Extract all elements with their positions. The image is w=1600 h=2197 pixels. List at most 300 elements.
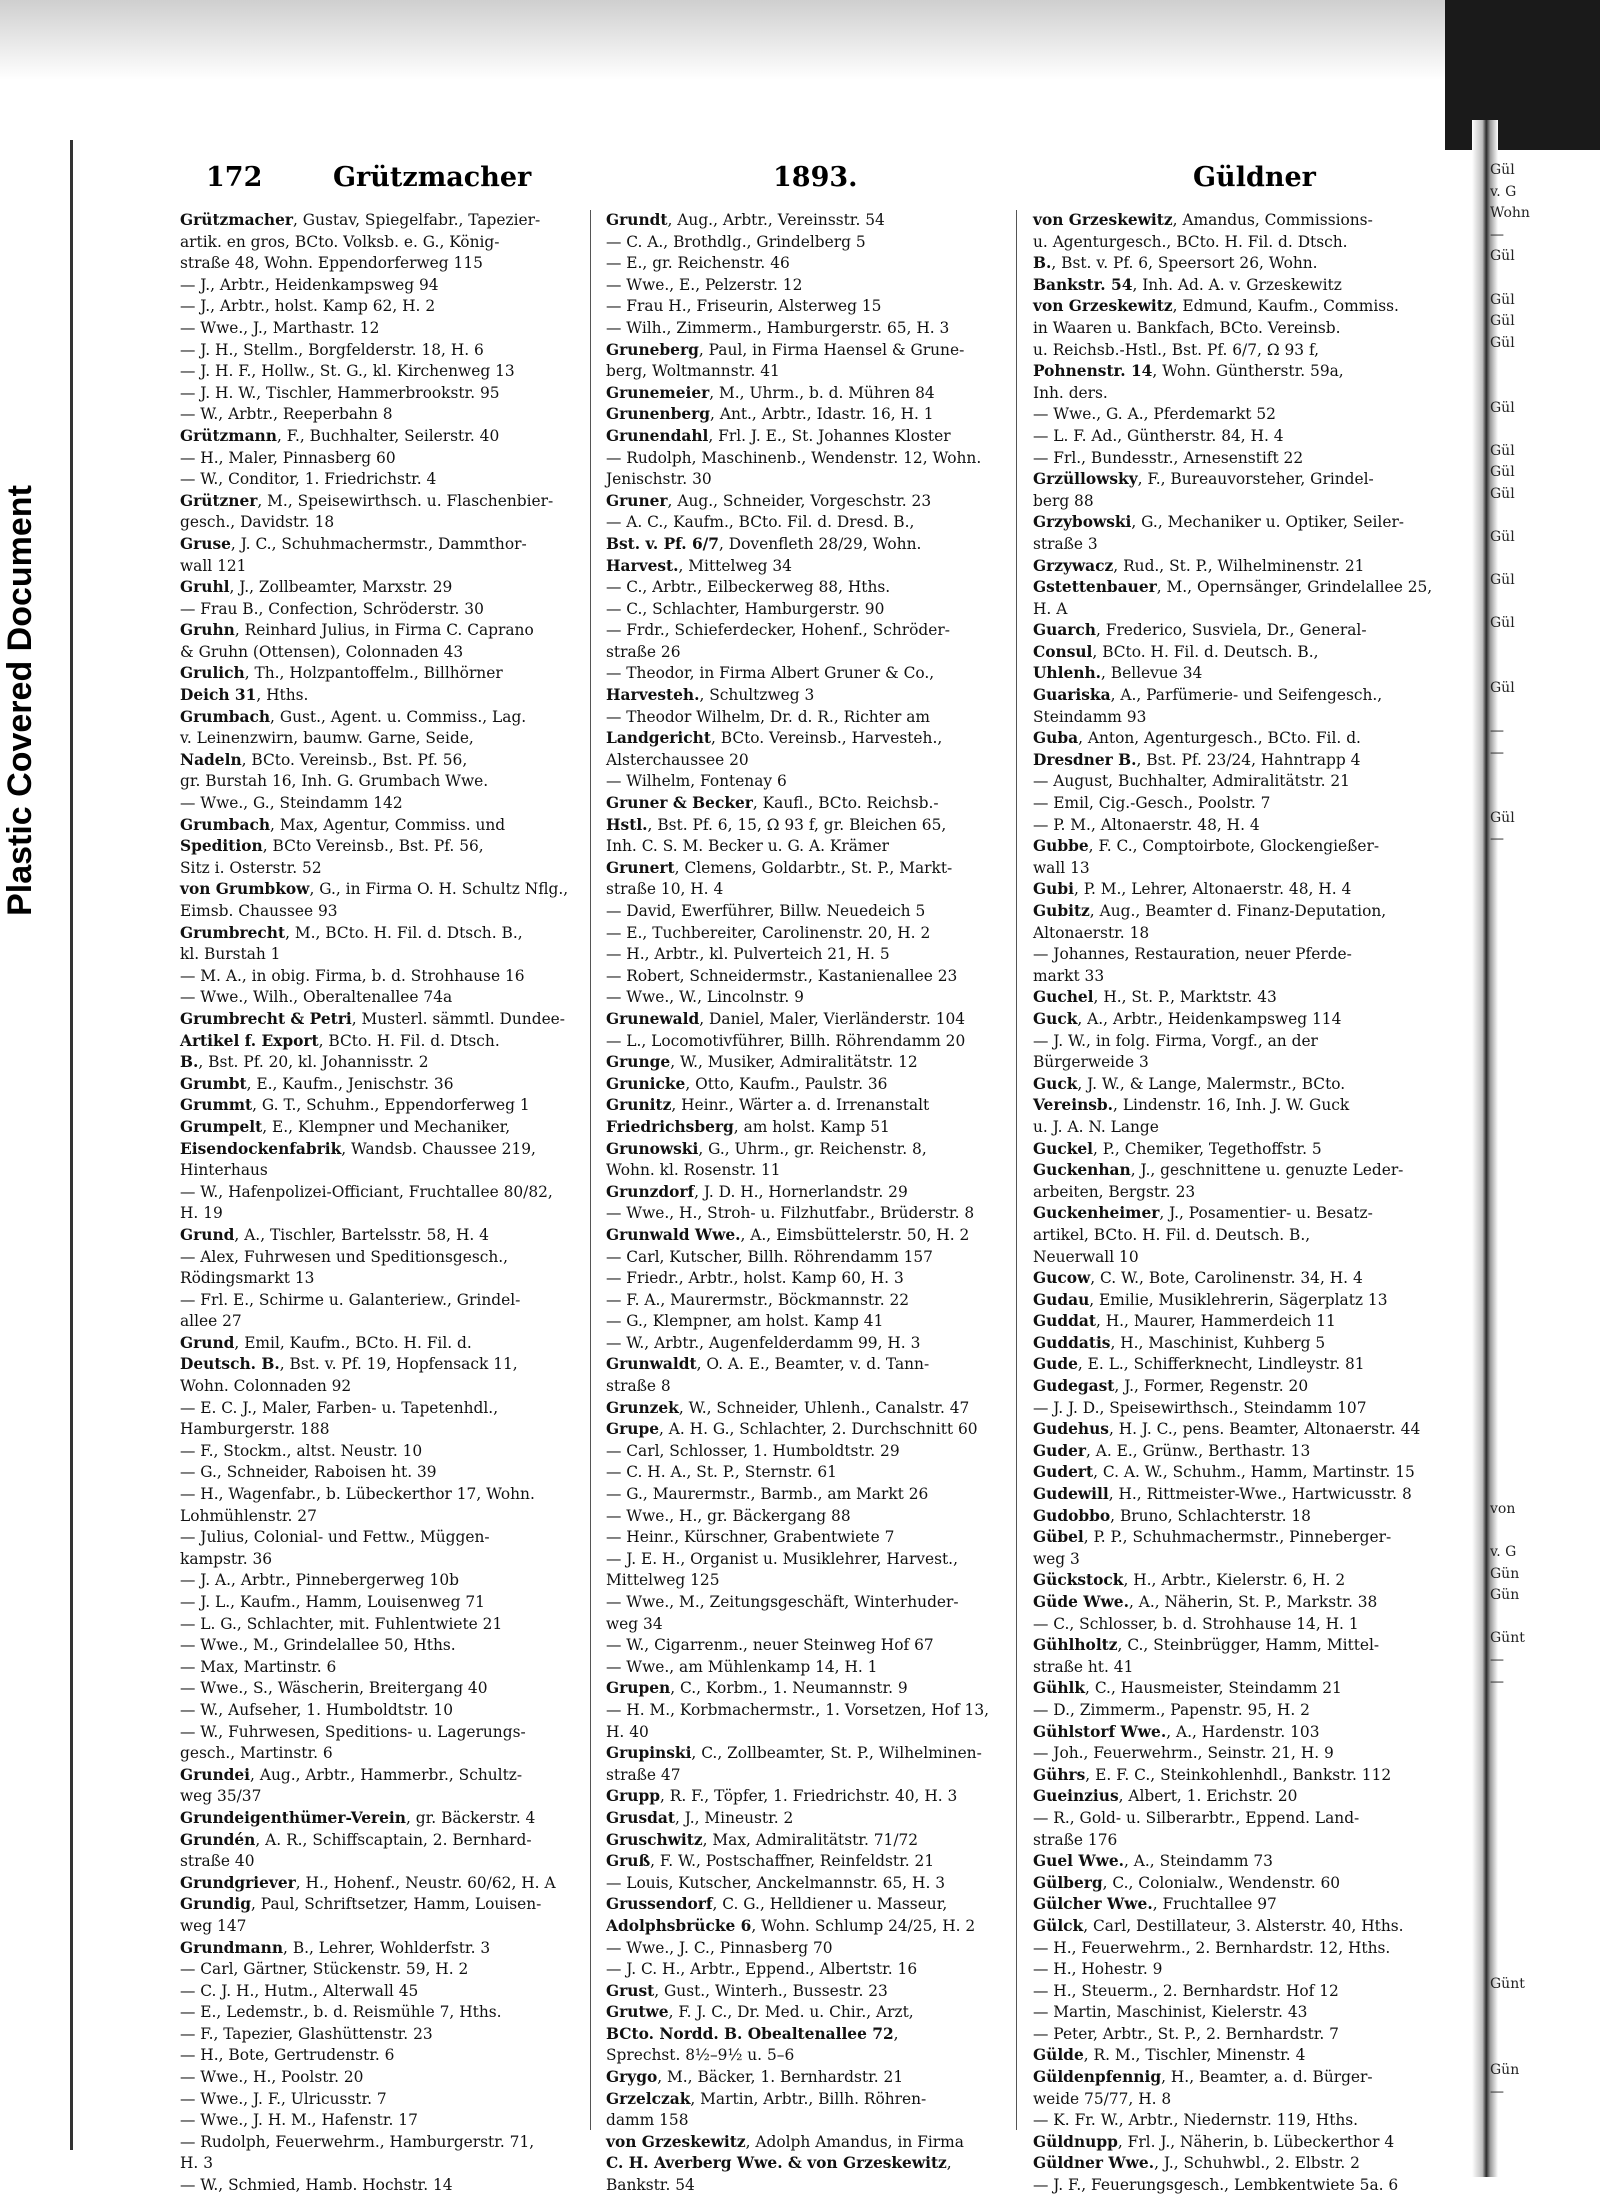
directory-entry-line: Grzelczak, Martin, Arbtr., Billh. Röhren- [606,2089,927,2108]
directory-entry-line: — Wwe., S., Wäscherin, Breitergang 40 [180,1679,488,1698]
edge-fragment: Gül [1490,615,1515,632]
directory-entry-line: — Wwe., J. F., Ulricusstr. 7 [180,2089,387,2108]
directory-entry-line: Guck, A., Arbtr., Heidenkampsweg 114 [1033,1009,1342,1028]
edge-fragment [1490,1197,1600,1219]
directory-entry-line: — D., Zimmerm., Papenstr. 95, H. 2 [1033,1700,1310,1719]
directory-entry-line: Grund, Emil, Kaufm., BCto. H. Fil. d. [180,1333,472,1352]
directory-entry-line: — Martin, Maschinist, Kielerstr. 43 [1033,2003,1308,2022]
edge-fragment: — [1490,1673,1504,1690]
directory-entry-line: Grust, Gust., Winterh., Bussestr. 23 [606,1981,888,2000]
directory-entry-line: Grundeigenthümer-Verein, gr. Bäckerstr. 4 [180,1808,536,1827]
edge-fragment [1490,1067,1600,1089]
directory-entry-line: Guck, J. W., & Lange, Malermstr., BCto. [1033,1074,1346,1093]
directory-entry-line: — August, Buchhalter, Admiralitätstr. 21 [1033,772,1350,791]
directory-entry-line: Bankstr. 54, Inh. Ad. A. v. Grzeskewitz [1033,275,1342,294]
edge-fragment: Günt [1490,1630,1525,1647]
directory-entry-line: — Peter, Arbtr., St. P., 2. Bernhardstr. 7 [1033,2024,1339,2043]
directory-entry-line: — Wwe., G., Steindamm 142 [180,794,403,813]
directory-entry-line: — Frl. E., Schirme u. Galanteriew., Grindel- [180,1290,521,1309]
directory-entry-line: Grussendorf, C. G., Helldiener u. Masseur, [606,1895,948,1914]
edge-fragment [1490,1045,1600,1067]
directory-entry-line: — Heinr., Kürschner, Grabentwiete 7 [606,1528,895,1547]
edge-fragment [1490,1736,1600,1758]
directory-entry-line: Grutwe, F. J. C., Dr. Med. u. Chir., Arzt, [606,2003,914,2022]
directory-entry-line: — J., Arbtr., holst. Kamp 62, H. 2 [180,297,436,316]
directory-entry-line: — J. E. H., Organist u. Musiklehrer, Harvest., [606,1549,958,1568]
directory-entry-line: Grunzdorf, J. D. H., Hornerlandstr. 29 [606,1182,908,1201]
directory-entry-line: Grunicke, Otto, Kaufm., Paulstr. 36 [606,1074,888,1093]
edge-fragment [1490,635,1600,657]
edge-fragment [1490,851,1600,873]
directory-entry-line: straße 48, Wohn. Eppendorferweg 115 [180,254,483,273]
directory-entry-line: Guckenhan, J., geschnittene u. genuzte Leder- [1033,1161,1404,1180]
directory-entry-line: — E., Ledemstr., b. d. Reismühle 7, Hths. [180,2003,502,2022]
directory-entry-line: Gude, E. L., Schifferknecht, Lindleystr. 81 [1033,1355,1365,1374]
directory-entry-line: Grund, A., Tischler, Bartelsstr. 58, H. 4 [180,1225,489,1244]
edge-fragment: von [1490,1500,1516,1517]
directory-entry-line: Grupen, C., Korbm., 1. Neumannstr. 9 [606,1679,908,1698]
column-3 [1033,210,1433,2195]
edge-fragment [1490,700,1600,722]
directory-entry-line: Guckenheimer, J., Posamentier- u. Besatz- [1033,1204,1373,1223]
edge-fragment: — [1490,226,1504,243]
directory-entry-line: Grundmann, B., Lehrer, Wohlderfstr. 3 [180,1938,491,1957]
directory-entry-line: Grulich, Th., Holzpantoffelm., Billhörner [180,664,503,683]
header-right-title: Güldner [1193,162,1316,193]
directory-entry-line: Mittelweg 125 [606,1571,720,1590]
directory-entry-line: Grumbach, Max, Agentur, Commiss. und [180,815,506,834]
directory-entry-line: v. Leinenzwirn, baumw. Garne, Seide, [180,729,474,748]
directory-entry-line: — Alex, Fuhrwesen und Speditionsgesch., [180,1247,509,1266]
directory-entry-line: — Wwe., J., Marthastr. 12 [180,318,380,337]
edge-fragment [1490,1758,1600,1780]
directory-entry-line: Grunert, Clemens, Goldarbtr., St. P., Markt- [606,858,953,877]
directory-entry-line: Guchel, H., St. P., Marktstr. 43 [1033,988,1277,1007]
directory-entry-line: artik. en gros, BCto. Volksb. e. G., König- [180,232,500,251]
directory-entry-line: Güldner Wwe., J., Schuhwbl., 2. Elbstr. 2 [1033,2154,1360,2173]
directory-entry-line: Dresdner B., Bst. Pf. 23/24, Hahntrapp 4 [1033,750,1361,769]
column-2 [606,210,990,2195]
directory-entry-line: Friedrichsberg, am holst. Kamp 51 [606,1117,890,1136]
directory-entry-line: — C., Schlosser, b. d. Strohhause 14, H. 1 [1033,1614,1359,1633]
edge-fragment: Günt [1490,1975,1525,1992]
directory-entry-line: Deich 31, Hths. [180,686,309,705]
edge-fragment [1490,1434,1600,1456]
directory-entry-line: straße 8 [606,1377,671,1396]
directory-entry-line: Vereinsb., Lindenstr. 16, Inh. J. W. Guck [1033,1096,1350,1115]
directory-entry-line: Gruneberg, Paul, in Firma Haensel & Grune- [606,340,965,359]
directory-entry-line: Gubi, P. M., Lehrer, Altonaerstr. 48, H. 4 [1033,880,1352,899]
directory-entry-line: — Wilh., Zimmerm., Hamburgerstr. 65, H. 3 [606,318,950,337]
page-number: 172 [206,162,263,193]
directory-entry-line: straße 176 [1033,1830,1118,1849]
directory-entry-line: — H., Bote, Gertrudenstr. 6 [180,2046,395,2065]
directory-entry-line: — F. A., Maurermstr., Böckmannstr. 22 [606,1290,910,1309]
directory-page [70,140,1468,2195]
directory-entry-line: Grützmacher, Gustav, Spiegelfabr., Tapezier- [180,211,541,229]
edge-fragment [1490,1024,1600,1046]
directory-entry-line: — H., Arbtr., kl. Pulverteich 21, H. 5 [606,945,890,964]
directory-entry-line: — Rudolph, Feuerwehrm., Hamburgerstr. 71, [180,2132,535,2151]
edge-fragment: Gül [1490,529,1515,546]
edge-fragment [1490,1175,1600,1197]
directory-entry-line: — L., Locomotivführer, Billh. Röhrendamm 20 [606,1031,966,1050]
directory-entry-line: — Wwe., am Mühlenkamp 14, H. 1 [606,1657,878,1676]
directory-entry-line: Grygo, M., Bäcker, 1. Bernhardstr. 21 [606,2068,904,2087]
directory-entry-line: Neuerwall 10 [1033,1247,1139,1266]
directory-entry-line: — Theodor, in Firma Albert Gruner & Co., [606,664,935,683]
directory-entry-line: Grumpelt, E., Klempner und Mechaniker, [180,1117,511,1136]
directory-entry-line: Grupp, R. F., Töpfer, 1. Friedrichstr. 40, H. 3 [606,1787,958,1806]
directory-entry-line: von Grzeskewitz, Amandus, Commissions- [1033,211,1373,229]
directory-entry-line: B., Bst. Pf. 20, kl. Johannisstr. 2 [180,1053,429,1072]
directory-entry-line: Gruner & Becker, Kaufl., BCto. Reichsb.- [606,794,939,813]
edge-fragment [1490,786,1600,808]
directory-entry-line: — R., Gold- u. Silberarbtr., Eppend. Land- [1033,1808,1360,1827]
directory-entry-line: — W., Conditor, 1. Friedrichstr. 4 [180,470,437,489]
directory-entry-line: Gudegast, J., Former, Regenstr. 20 [1033,1377,1309,1396]
edge-fragment [1490,1348,1600,1370]
directory-entry-line: Adolphsbrücke 6, Wohn. Schlump 24/25, H. 2 [606,1916,976,1935]
edge-fragment [1490,894,1600,916]
directory-entry-line: Guba, Anton, Agenturgesch., BCto. Fil. d. [1033,729,1361,748]
directory-entry-line: Gudehus, H. J. C., pens. Beamter, Altonaerstr. 44 [1033,1420,1421,1439]
directory-entry-line: Jenischstr. 30 [606,470,712,489]
directory-entry-line: Grützmann, F., Buchhalter, Seilerstr. 40 [180,426,500,445]
edge-fragment [1490,1823,1600,1845]
edge-fragment [1490,1218,1600,1240]
edge-fragment [1490,1780,1600,1802]
directory-entry-line: Grundgriever, H., Hohenf., Neustr. 60/62, H. A [180,1873,556,1892]
edge-fragment [1490,1240,1600,1262]
edge-fragment [1490,506,1600,528]
directory-entry-line: Guel Wwe., A., Steindamm 73 [1033,1852,1273,1871]
side-label-text: Plastic Covered Document [0,484,39,916]
edge-fragment: — [1490,2083,1504,2100]
directory-entry-line: Grusdat, J., Mineustr. 2 [606,1808,794,1827]
column-divider [590,210,591,2130]
directory-entry-line: Hinterhaus [180,1161,268,1180]
directory-entry-line: — J. F., Feuerungsgesch., Lembkentwiete 5a. 6 [1033,2176,1399,2195]
directory-entry-line: — Joh., Feuerwehrm., Seinstr. 21, H. 9 [1033,1744,1334,1763]
directory-entry-line: Gührs, E. F. C., Steinkohlenhdl., Bankstr. 112 [1033,1765,1392,1784]
directory-entry-line: — W., Fuhrwesen, Speditions- u. Lagerungs- [180,1722,526,1741]
directory-entry-line: Grützner, M., Speisewirthsch. u. Flaschenbier- [180,491,554,510]
directory-entry-line: — C. J. H., Hutm., Alterwall 45 [180,1981,419,2000]
directory-entry-line: — Carl, Schlosser, 1. Humboldtstr. 29 [606,1441,900,1460]
directory-entry-line: Gruner, Aug., Schneider, Vorgeschstr. 23 [606,491,932,510]
directory-entry-line: allee 27 [180,1312,242,1331]
edge-fragment: Gül [1490,162,1515,178]
directory-entry-line: Sitz i. Osterstr. 52 [180,858,322,877]
column-1 [180,210,569,2195]
directory-entry-line: C. H. Averberg Wwe. & von Grzeskewitz, [606,2154,952,2173]
directory-entry-line: — Frau B., Confection, Schröderstr. 30 [180,599,484,618]
scan-dark-corner [1445,0,1600,150]
directory-entry-line: — Wwe., J. C., Pinnasberg 70 [606,1938,833,1957]
directory-entry-line: H. A [1033,599,1068,618]
directory-entry-line: — Johannes, Restauration, neuer Pferde- [1033,945,1352,964]
edge-fragment [1490,657,1600,679]
directory-entry-line: Lohmühlenstr. 27 [180,1506,317,1525]
directory-entry-line: — C., Schlachter, Hamburgerstr. 90 [606,599,885,618]
directory-entry-line: Gruhn, Reinhard Julius, in Firma C. Caprano [180,621,534,640]
directory-entry-line: Artikel f. Export, BCto. H. Fil. d. Dtsch. [180,1031,500,1050]
directory-entry-line: straße 40 [180,1852,255,1871]
directory-entry-line: Gühlstorf Wwe., A., Hardenstr. 103 [1033,1722,1320,1741]
directory-entry-line: Alsterchaussee 20 [606,750,749,769]
directory-entry-line: Eisendockenfabrik, Wandsb. Chaussee 219, [180,1139,536,1158]
directory-entry-line: Gühlk, C., Hausmeister, Steindamm 21 [1033,1679,1342,1698]
directory-entry-line: Gülde, R. M., Tischler, Minenstr. 4 [1033,2046,1306,2065]
directory-entry-line: gesch., Martinstr. 6 [180,1744,333,1763]
directory-entry-line: Steindamm 93 [1033,707,1147,726]
directory-entry-line: Grzüllowsky, F., Bureauvorsteher, Grindel- [1033,470,1374,489]
directory-entry-line: — H., Steuerm., 2. Bernhardstr. Hof 12 [1033,1981,1339,2000]
directory-entry-line: Grupinski, C., Zollbeamter, St. P., Wilhelminen- [606,1744,982,1763]
directory-entry-line: Grunowski, G., Uhrm., gr. Reichenstr. 8, [606,1139,927,1158]
directory-entry-line: Gruß, F. W., Postschaffner, Reinfeldstr. 21 [606,1852,935,1871]
directory-entry-line: — Wwe., M., Grindelallee 50, Hths. [180,1636,456,1655]
directory-entry-line: Gülcher Wwe., Fruchtallee 97 [1033,1895,1277,1914]
directory-entry-line: — Wwe., G. A., Pferdemarkt 52 [1033,405,1276,424]
directory-entry-line: Gucow, C. W., Bote, Carolinenstr. 34, H. 4 [1033,1269,1363,1288]
directory-entry-line: — David, Ewerführer, Billw. Neuedeich 5 [606,902,926,920]
directory-entry-line: — Max, Martinstr. 6 [180,1657,337,1676]
edge-fragment: Gül [1490,464,1515,481]
edge-fragment: Wohn [1490,205,1530,222]
directory-entry-line: u. J. A. N. Lange [1033,1117,1159,1136]
directory-entry-line: — H., Feuerwehrm., 2. Bernhardstr. 12, Hths. [1033,1938,1391,1957]
edge-fragment [1490,873,1600,895]
directory-entry-line: Guddatis, H., Maschinist, Kuhberg 5 [1033,1333,1326,1352]
directory-entry-line: — Wilhelm, Fontenay 6 [606,772,787,791]
directory-entry-line: Landgericht, BCto. Vereinsb., Harvesteh., [606,729,943,748]
directory-entry-line: — G., Klempner, am holst. Kamp 41 [606,1312,884,1331]
edge-fragment: — [1490,745,1504,762]
directory-entry-line: Gudert, C. A. W., Schuhm., Hamm, Martinstr. 15 [1033,1463,1415,1482]
directory-entry-line: weg 34 [606,1614,663,1633]
directory-entry-line: Grumbt, E., Kaufm., Jenischstr. 36 [180,1074,454,1093]
directory-entry-line: — E., Tuchbereiter, Carolinenstr. 20, H. 2 [606,923,931,942]
directory-entry-line: u. Agenturgesch., BCto. H. Fil. d. Dtsch. [1033,232,1348,251]
edge-fragment: Gün [1490,2062,1520,2079]
edge-fragment [1490,1326,1600,1348]
directory-entry-line: Guariska, A., Parfümerie- und Seifengesch., [1033,686,1383,705]
directory-entry-line: Gstettenbauer, M., Opernsänger, Grindelallee 25, [1033,578,1433,597]
directory-entry-line: Eimsb. Chaussee 93 [180,902,338,920]
directory-entry-line: — W., Arbtr., Augenfelderdamm 99, H. 3 [606,1333,921,1352]
directory-entry-line: — E. C. J., Maler, Farben- u. Tapetenhdl., [180,1398,499,1417]
directory-entry-line: wall 121 [180,556,247,575]
edge-fragment: Gün [1490,1587,1520,1604]
directory-entry-line: Grzybowski, G., Mechaniker u. Optiker, Seiler- [1033,513,1405,532]
directory-entry-line: gesch., Davidstr. 18 [180,513,335,532]
directory-entry-line: — W., Aufseher, 1. Humboldtstr. 10 [180,1700,453,1719]
directory-entry-line: weg 147 [180,1916,247,1935]
edge-fragment [1490,1369,1600,1391]
directory-entry-line: in Waaren u. Bankfach, BCto. Vereinsb. [1033,318,1341,337]
directory-entry-line: Inh. ders. [1033,383,1108,402]
directory-entry-line: Rödingsmarkt 13 [180,1269,315,1288]
column-divider [1016,210,1017,2130]
directory-entry-line: Grundig, Paul, Schriftsetzer, Hamm, Louisen- [180,1895,542,1914]
edge-fragment [1490,1153,1600,1175]
directory-entry-line: Grundén, A. R., Schiffscaptain, 2. Bernhard- [180,1830,532,1849]
directory-entry-line: Wohn. Colonnaden 92 [180,1377,352,1396]
directory-entry-line: straße 3 [1033,534,1098,553]
directory-entry-line: — W., Arbtr., Reeperbahn 8 [180,405,393,424]
directory-entry-line: B., Bst. v. Pf. 6, Speersort 26, Wohn. [1033,254,1318,273]
directory-entry-line: — Emil, Cig.-Gesch., Poolstr. 7 [1033,794,1271,813]
edge-fragment [1490,765,1600,787]
edge-fragment [1490,937,1600,959]
directory-entry-line: — Wwe., M., Zeitungsgeschäft, Winterhuder- [606,1593,959,1611]
directory-entry-line: — Julius, Colonial- und Fettw., Müggen- [180,1528,490,1547]
directory-entry-line: Grumbach, Gust., Agent. u. Commiss., Lag. [180,707,527,726]
directory-entry-line: Grundt, Aug., Arbtr., Vereinsstr. 54 [606,211,885,229]
edge-fragment [1490,1456,1600,1478]
directory-entry-line: — F., Tapezier, Glashüttenstr. 23 [180,2024,433,2043]
directory-entry-line: markt 33 [1033,966,1105,985]
directory-entry-line: Deutsch. B., Bst. v. Pf. 19, Hopfensack 11, [180,1355,518,1374]
directory-entry-line: — M. A., in obig. Firma, b. d. Strohhause 16 [180,966,525,985]
next-page-edge [1490,160,1600,2150]
directory-entry-line: Inh. C. S. M. Becker u. G. A. Krämer [606,837,889,856]
directory-entry-line: Sprechst. 8½–9½ u. 5–6 [606,2046,795,2065]
edge-fragment [1490,1110,1600,1132]
side-label [0,440,40,960]
directory-entry-line: — Frl., Bundesstr., Arnesenstift 22 [1033,448,1304,467]
edge-fragment [1490,1888,1600,1910]
edge-fragment: Gül [1490,485,1515,502]
header-year: 1893. [773,162,858,193]
directory-entry-line: Harvest., Mittelweg 34 [606,556,792,575]
directory-entry-line: Gueinzius, Albert, 1. Erichstr. 20 [1033,1787,1298,1806]
directory-entry-line: — Wwe., Wilh., Oberaltenallee 74a [180,988,453,1007]
directory-entry-line: — Rudolph, Maschinenb., Wendenstr. 12, Wohn. [606,448,982,467]
directory-entry-line: — C. H. A., St. P., Sternstr. 61 [606,1463,837,1482]
directory-entry-line: Gubbe, F. C., Comptoirbote, Glockengießer- [1033,837,1380,856]
directory-entry-line: Hamburgerstr. 188 [180,1420,330,1439]
directory-entry-line: Güldnupp, Frl. J., Näherin, b. Lübeckerthor 4 [1033,2132,1395,2151]
directory-entry-line: Uhlenh., Bellevue 34 [1033,664,1203,683]
directory-entry-line: — J. A., Arbtr., Pinnebergerweg 10b [180,1571,459,1590]
directory-entry-line: straße 26 [606,642,681,661]
directory-entry-line: — Frau H., Friseurin, Alsterweg 15 [606,297,882,316]
directory-entry-line: Güldenpfennig, H., Beamter, a. d. Bürger- [1033,2068,1373,2087]
directory-entry-line: — H., Maler, Pinnasberg 60 [180,448,396,467]
directory-entry-line: straße 10, H. 4 [606,880,724,899]
edge-fragment: Gül [1490,313,1515,330]
directory-entry-line: — Wwe., H., gr. Bäckergang 88 [606,1506,851,1525]
directory-entry-line: Gruse, J. C., Schuhmachermstr., Dammthor- [180,534,527,553]
edge-fragment [1490,1607,1600,1629]
directory-entry-line: Gudobbo, Bruno, Schlachterstr. 18 [1033,1506,1311,1525]
directory-entry-line: kl. Burstah 1 [180,945,281,964]
directory-entry-line: — Friedr., Arbtr., holst. Kamp 60, H. 3 [606,1269,904,1288]
edge-fragment [1490,268,1600,290]
edge-fragment: Gül [1490,399,1515,416]
directory-entry-line: — W., Schmied, Hamb. Hochstr. 14 [180,2176,453,2195]
directory-entry-line: — Robert, Schneidermstr., Kastanienallee 23 [606,966,958,985]
directory-entry-line: — Wwe., H., Stroh- u. Filzhutfabr., Brüderstr. 8 [606,1204,975,1223]
directory-entry-line: — K. Fr. W., Arbtr., Niedernstr. 119, Hths. [1033,2111,1359,2130]
edge-fragment [1490,959,1600,981]
edge-fragment [1490,1477,1600,1499]
directory-entry-line: Altonaerstr. 18 [1033,923,1150,942]
edge-fragment [1490,1261,1600,1283]
edge-fragment [1490,354,1600,376]
page-header [73,162,1468,202]
directory-entry-line: — Carl, Gärtner, Stückenstr. 59, H. 2 [180,1960,469,1979]
directory-entry-line: — W., Hafenpolizei-Officiant, Fruchtallee 80/82, [180,1182,553,1201]
directory-entry-line: — J. C. H., Arbtr., Eppend., Albertstr. 16 [606,1960,918,1979]
directory-entry-line: — J., Arbtr., Heidenkampsweg 94 [180,275,439,294]
edge-fragment [1490,1693,1600,1715]
directory-entry-line: Grunenberg, Ant., Arbtr., Idastr. 16, H. 1 [606,405,934,424]
edge-fragment [1490,2017,1600,2039]
directory-entry-line: — Louis, Kutscher, Anckelmannstr. 65, H. 3 [606,1873,946,1892]
directory-entry-line: Grumbrecht, M., BCto. H. Fil. d. Dtsch. B., [180,923,523,942]
edge-fragment: Gül [1490,809,1515,826]
edge-fragment: — [1490,831,1504,848]
directory-entry-line: Grunemeier, M., Uhrm., b. d. Mühren 84 [606,383,935,402]
edge-fragment [1490,1995,1600,2017]
directory-entry-line: — H., Wagenfabr., b. Lübeckerthor 17, Wohn. [180,1485,535,1504]
edge-fragment [1490,981,1600,1003]
edge-fragment [1490,1283,1600,1305]
edge-fragment: Gül [1490,291,1515,308]
directory-entry-line: weide 75/77, H. 8 [1033,2089,1172,2108]
edge-fragment [1490,1952,1600,1974]
edge-fragment [1490,916,1600,938]
directory-entry-line: berg 88 [1033,491,1094,510]
directory-entry-line: straße ht. 41 [1033,1657,1134,1676]
directory-entry-line: Gübel, P. P., Schuhmachermstr., Pinneberger- [1033,1528,1392,1547]
directory-entry-line: H. 19 [180,1204,223,1223]
directory-entry-line: — L. G., Schlachter, mit. Fuhlentwiete 21 [180,1614,503,1633]
directory-entry-line: — Carl, Kutscher, Billh. Röhrendamm 157 [606,1247,933,1266]
edge-fragment [1490,1089,1600,1111]
directory-entry-line: — E., gr. Reichenstr. 46 [606,254,790,273]
directory-entry-line: artikel, BCto. H. Fil. d. Deutsch. B., [1033,1225,1311,1244]
directory-entry-line: — G., Maurermstr., Barmb., am Markt 26 [606,1485,929,1504]
directory-entry-line: — J. H., Stellm., Borgfelderstr. 18, H. 6 [180,340,484,359]
edge-fragment: Gül [1490,248,1515,265]
directory-entry-line: gr. Burstah 16, Inh. G. Grumbach Wwe. [180,772,489,791]
directory-entry-line: & Gruhn (Ottensen), Colonnaden 43 [180,642,464,661]
directory-entry-line: u. Reichsb.-Hstl., Bst. Pf. 6/7, Ω 93 f, [1033,340,1319,359]
directory-entry-line: Guarch, Frederico, Susviela, Dr., General- [1033,621,1367,640]
directory-entry-line: Bankstr. 54 [606,2176,695,2195]
directory-entry-line: BCto. Nordd. B. Obealtenallee 72, [606,2024,899,2043]
directory-entry-line: Gudewill, H., Rittmeister-Wwe., Hartwicusstr. 8 [1033,1485,1412,1504]
directory-entry-line: — A. C., Kaufm., BCto. Fil. d. Dresd. B., [606,513,915,532]
directory-entry-line: Hstl., Bst. Pf. 6, 15, Ω 93 f, gr. Bleichen 65, [606,815,947,834]
directory-entry-line: kampstr. 36 [180,1549,273,1568]
directory-entry-line: Grunge, W., Musiker, Admiralitätstr. 12 [606,1053,918,1072]
directory-entry-line: Grupe, A. H. G., Schlachter, 2. Durchschnitt 60 [606,1420,978,1439]
directory-entry-line: straße 47 [606,1765,681,1784]
edge-fragment [1490,1715,1600,1737]
directory-entry-line: Grunitz, Heinr., Wärter a. d. Irrenanstalt [606,1096,930,1115]
directory-entry-line: — Wwe., H., Poolstr. 20 [180,2068,364,2087]
directory-entry-line: Gühlholtz, C., Steinbrügger, Hamm, Mittel- [1033,1636,1380,1655]
edge-fragment: — [1490,723,1504,740]
edge-fragment: Gül [1490,334,1515,351]
directory-entry-line: Grumbrecht & Petri, Musterl. sämmtl. Dundee- [180,1009,565,1028]
